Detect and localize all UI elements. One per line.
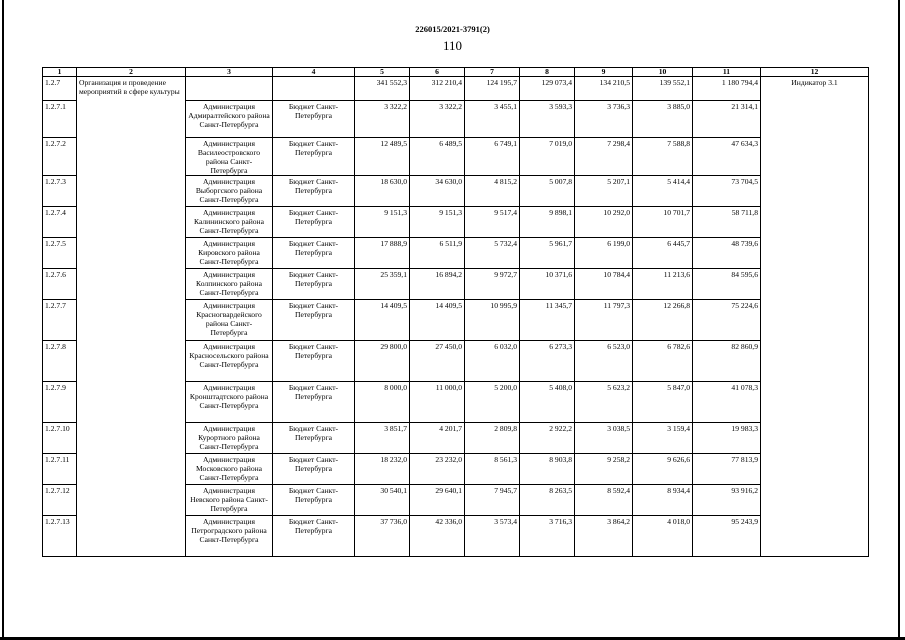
value-col-7: 6 749,1	[465, 138, 520, 176]
executor-cell: Администрация Курортного района Санкт-Петербурга	[186, 423, 273, 454]
value-col-9: 5 207,1	[575, 176, 633, 207]
value-col-6: 42 336,0	[410, 516, 465, 557]
value-col-10: 5 414,4	[633, 176, 693, 207]
column-header-7: 7	[465, 68, 520, 77]
value-col-9: 3 736,3	[575, 101, 633, 138]
value-col-8: 9 898,1	[520, 207, 575, 238]
column-header-5: 5	[355, 68, 410, 77]
source-cell: Бюджет Санкт-Петербурга	[273, 238, 355, 269]
value-col-11: 82 860,9	[693, 341, 761, 382]
program-table	[42, 67, 869, 557]
column-header-9: 9	[575, 68, 633, 77]
value-col-9: 134 210,5	[575, 77, 633, 101]
value-col-10: 3 885,0	[633, 101, 693, 138]
source-cell	[273, 77, 355, 101]
executor-cell: Администрация Калининского района Санкт-Петербурга	[186, 207, 273, 238]
value-col-11: 58 711,8	[693, 207, 761, 238]
value-col-11: 95 243,9	[693, 516, 761, 557]
value-col-5: 25 359,1	[355, 269, 410, 300]
source-cell: Бюджет Санкт-Петербурга	[273, 485, 355, 516]
value-col-6: 16 894,2	[410, 269, 465, 300]
value-col-10: 6 782,6	[633, 341, 693, 382]
executor-cell: Администрация Московского района Санкт-Петербурга	[186, 454, 273, 485]
value-col-9: 3 864,2	[575, 516, 633, 557]
executor-cell: Администрация Красногвардейского района Санкт-Петербурга	[186, 300, 273, 341]
value-col-6: 4 201,7	[410, 423, 465, 454]
value-col-5: 17 888,9	[355, 238, 410, 269]
value-col-7: 5 732,4	[465, 238, 520, 269]
value-col-10: 139 552,1	[633, 77, 693, 101]
executor-cell: Администрация Колпинского района Санкт-Петербурга	[186, 269, 273, 300]
value-col-9: 10 784,4	[575, 269, 633, 300]
value-col-7: 5 200,0	[465, 382, 520, 423]
page-frame-left	[2, 0, 4, 640]
value-col-10: 6 445,7	[633, 238, 693, 269]
row-code: 1.2.7.10	[43, 423, 77, 454]
value-col-5: 9 151,3	[355, 207, 410, 238]
value-col-8: 7 019,0	[520, 138, 575, 176]
row-code: 1.2.7	[43, 77, 77, 101]
value-col-8: 6 273,3	[520, 341, 575, 382]
value-col-11: 93 916,2	[693, 485, 761, 516]
source-cell: Бюджет Санкт-Петербурга	[273, 341, 355, 382]
source-cell: Бюджет Санкт-Петербурга	[273, 516, 355, 557]
column-header-11: 11	[693, 68, 761, 77]
value-col-7: 9 972,7	[465, 269, 520, 300]
source-cell: Бюджет Санкт-Петербурга	[273, 176, 355, 207]
value-col-10: 9 626,6	[633, 454, 693, 485]
value-col-7: 4 815,2	[465, 176, 520, 207]
row-code: 1.2.7.7	[43, 300, 77, 341]
value-col-7: 3 573,4	[465, 516, 520, 557]
row-code: 1.2.7.3	[43, 176, 77, 207]
value-col-7: 10 995,9	[465, 300, 520, 341]
value-col-11: 84 595,6	[693, 269, 761, 300]
value-col-6: 27 450,0	[410, 341, 465, 382]
value-col-11: 21 314,1	[693, 101, 761, 138]
row-code: 1.2.7.9	[43, 382, 77, 423]
column-header-6: 6	[410, 68, 465, 77]
value-col-8: 5 007,8	[520, 176, 575, 207]
document-number: 226015/2021-3791(2)	[415, 24, 490, 34]
value-col-5: 29 800,0	[355, 341, 410, 382]
table-row-lead	[43, 77, 869, 101]
value-col-8: 3 593,3	[520, 101, 575, 138]
page-number: 110	[442, 38, 463, 53]
value-col-5: 18 232,0	[355, 454, 410, 485]
value-col-7: 2 809,8	[465, 423, 520, 454]
page-frame-right	[898, 0, 900, 640]
value-col-7: 6 032,0	[465, 341, 520, 382]
value-col-5: 3 322,2	[355, 101, 410, 138]
row-code: 1.2.7.12	[43, 485, 77, 516]
row-code: 1.2.7.1	[43, 101, 77, 138]
row-code: 1.2.7.6	[43, 269, 77, 300]
row-code: 1.2.7.2	[43, 138, 77, 176]
column-header-10: 10	[633, 68, 693, 77]
value-col-11: 77 813,9	[693, 454, 761, 485]
column-header-8: 8	[520, 68, 575, 77]
source-cell: Бюджет Санкт-Петербурга	[273, 300, 355, 341]
value-col-11: 41 078,3	[693, 382, 761, 423]
value-col-10: 12 266,8	[633, 300, 693, 341]
value-col-8: 129 073,4	[520, 77, 575, 101]
value-col-11: 75 224,6	[693, 300, 761, 341]
value-col-9: 3 038,5	[575, 423, 633, 454]
value-col-6: 6 511,9	[410, 238, 465, 269]
value-col-7: 7 945,7	[465, 485, 520, 516]
source-cell: Бюджет Санкт-Петербурга	[273, 454, 355, 485]
value-col-8: 8 263,5	[520, 485, 575, 516]
executor-cell: Администрация Кронштадтского района Санкт-Петербурга	[186, 382, 273, 423]
value-col-6: 3 322,2	[410, 101, 465, 138]
value-col-7: 3 455,1	[465, 101, 520, 138]
executor-cell: Администрация Адмиралтейского района Санкт-Петербурга	[186, 101, 273, 138]
source-cell: Бюджет Санкт-Петербурга	[273, 269, 355, 300]
value-col-5: 341 552,3	[355, 77, 410, 101]
value-col-6: 14 409,5	[410, 300, 465, 341]
value-col-6: 11 000,0	[410, 382, 465, 423]
value-col-9: 7 298,4	[575, 138, 633, 176]
value-col-11: 48 739,6	[693, 238, 761, 269]
event-name-cell: Организация и проведение мероприятий в сфере культуры	[77, 77, 186, 557]
row-code: 1.2.7.4	[43, 207, 77, 238]
value-col-9: 6 523,0	[575, 341, 633, 382]
value-col-10: 10 701,7	[633, 207, 693, 238]
value-col-6: 23 232,0	[410, 454, 465, 485]
column-header-3: 3	[186, 68, 273, 77]
executor-cell: Администрация Красносельского района Санкт-Петербурга	[186, 341, 273, 382]
value-col-11: 47 634,3	[693, 138, 761, 176]
executor-cell: Администрация Петроградского района Санкт-Петербурга	[186, 516, 273, 557]
value-col-9: 5 623,2	[575, 382, 633, 423]
value-col-8: 3 716,3	[520, 516, 575, 557]
value-col-9: 11 797,3	[575, 300, 633, 341]
executor-cell	[186, 77, 273, 101]
value-col-5: 14 409,5	[355, 300, 410, 341]
value-col-8: 8 903,8	[520, 454, 575, 485]
value-col-10: 8 934,4	[633, 485, 693, 516]
value-col-10: 4 018,0	[633, 516, 693, 557]
value-col-8: 11 345,7	[520, 300, 575, 341]
indicator-cell: Индикатор 3.1	[761, 77, 869, 557]
value-col-11: 73 704,5	[693, 176, 761, 207]
value-col-5: 30 540,1	[355, 485, 410, 516]
column-header-1: 1	[43, 68, 77, 77]
value-col-6: 9 151,3	[410, 207, 465, 238]
source-cell: Бюджет Санкт-Петербурга	[273, 382, 355, 423]
value-col-8: 10 371,6	[520, 269, 575, 300]
value-col-8: 5 961,7	[520, 238, 575, 269]
value-col-9: 8 592,4	[575, 485, 633, 516]
value-col-10: 7 588,8	[633, 138, 693, 176]
source-cell: Бюджет Санкт-Петербурга	[273, 207, 355, 238]
source-cell: Бюджет Санкт-Петербурга	[273, 423, 355, 454]
value-col-6: 312 210,4	[410, 77, 465, 101]
executor-cell: Администрация Кировского района Санкт-Петербурга	[186, 238, 273, 269]
value-col-9: 10 292,0	[575, 207, 633, 238]
table-header-row	[43, 68, 869, 77]
value-col-5: 8 000,0	[355, 382, 410, 423]
executor-cell: Администрация Василеостровского района Санкт-Петербурга	[186, 138, 273, 176]
value-col-6: 29 640,1	[410, 485, 465, 516]
column-header-2: 2	[77, 68, 186, 77]
executor-cell: Администрация Выборгского района Санкт-Петербурга	[186, 176, 273, 207]
value-col-7: 9 517,4	[465, 207, 520, 238]
row-code: 1.2.7.8	[43, 341, 77, 382]
value-col-5: 18 630,0	[355, 176, 410, 207]
value-col-6: 6 489,5	[410, 138, 465, 176]
value-col-5: 3 851,7	[355, 423, 410, 454]
value-col-8: 2 922,2	[520, 423, 575, 454]
value-col-10: 11 213,6	[633, 269, 693, 300]
value-col-10: 5 847,0	[633, 382, 693, 423]
executor-cell: Администрация Невского района Санкт-Петербурга	[186, 485, 273, 516]
value-col-9: 9 258,2	[575, 454, 633, 485]
value-col-10: 3 159,4	[633, 423, 693, 454]
value-col-11: 1 180 794,4	[693, 77, 761, 101]
value-col-11: 19 983,3	[693, 423, 761, 454]
row-code: 1.2.7.5	[43, 238, 77, 269]
value-col-8: 5 408,0	[520, 382, 575, 423]
value-col-5: 37 736,0	[355, 516, 410, 557]
value-col-7: 8 561,3	[465, 454, 520, 485]
row-code: 1.2.7.11	[43, 454, 77, 485]
source-cell: Бюджет Санкт-Петербурга	[273, 101, 355, 138]
column-header-12: 12	[761, 68, 869, 77]
row-code: 1.2.7.13	[43, 516, 77, 557]
value-col-6: 34 630,0	[410, 176, 465, 207]
value-col-9: 6 199,0	[575, 238, 633, 269]
column-header-4: 4	[273, 68, 355, 77]
value-col-5: 12 489,5	[355, 138, 410, 176]
source-cell: Бюджет Санкт-Петербурга	[273, 138, 355, 176]
value-col-7: 124 195,7	[465, 77, 520, 101]
